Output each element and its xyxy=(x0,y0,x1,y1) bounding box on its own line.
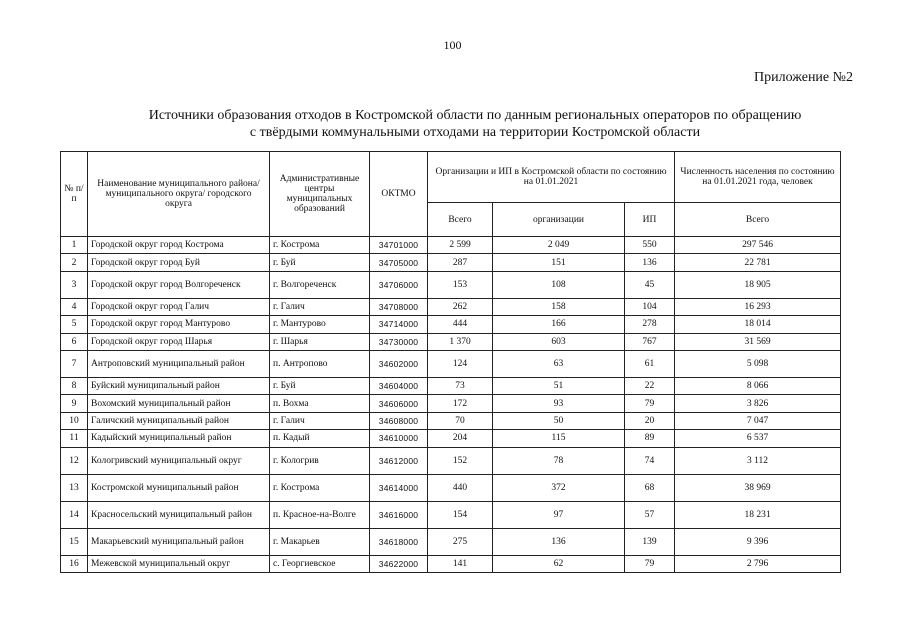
table-row xyxy=(61,501,841,528)
table-row xyxy=(61,298,841,315)
cell-oktmo: 34730000 xyxy=(370,333,428,350)
table-row xyxy=(61,271,841,298)
header-pop-total: Всего xyxy=(675,203,841,237)
cell-organizations: 151 xyxy=(493,254,625,271)
cell-num: 7 xyxy=(61,350,88,377)
cell-population: 8 066 xyxy=(675,377,841,394)
cell-name: Антроповский муниципальный район xyxy=(88,350,270,377)
cell-oktmo: 34616000 xyxy=(370,501,428,528)
cell-ip: 57 xyxy=(625,501,675,528)
cell-ip: 767 xyxy=(625,333,675,350)
cell-population: 3 826 xyxy=(675,395,841,412)
cell-total: 124 xyxy=(428,350,493,377)
cell-ip: 139 xyxy=(625,528,675,555)
cell-oktmo: 34608000 xyxy=(370,412,428,429)
cell-center: г. Галич xyxy=(270,412,370,429)
cell-name: Городской округ город Галич xyxy=(88,298,270,315)
cell-name: Межевской муниципальный округ xyxy=(88,555,270,572)
cell-organizations: 78 xyxy=(493,447,625,474)
cell-organizations: 97 xyxy=(493,501,625,528)
cell-ip: 61 xyxy=(625,350,675,377)
page-number: 100 xyxy=(443,38,462,52)
waste-sources-table xyxy=(60,151,841,573)
cell-population: 2 796 xyxy=(675,555,841,572)
cell-center: п. Вохма xyxy=(270,395,370,412)
cell-organizations: 51 xyxy=(493,377,625,394)
cell-population: 5 098 xyxy=(675,350,841,377)
cell-ip: 104 xyxy=(625,298,675,315)
header-orgs-group: Организации и ИП в Костромской области по состоянию на 01.01.2021 xyxy=(428,152,675,203)
cell-center: г. Мантурово xyxy=(270,316,370,333)
cell-ip: 278 xyxy=(625,316,675,333)
cell-num: 1 xyxy=(61,237,88,254)
cell-oktmo: 34708000 xyxy=(370,298,428,315)
title-line-2: с твёрдыми коммунальными отходами на территории Костромской области xyxy=(249,125,701,140)
table-body xyxy=(61,237,841,573)
table-row xyxy=(61,333,841,350)
cell-population: 18 014 xyxy=(675,316,841,333)
cell-center: п. Кадый xyxy=(270,430,370,447)
cell-ip: 22 xyxy=(625,377,675,394)
cell-oktmo: 34622000 xyxy=(370,555,428,572)
header-organizations: организации xyxy=(493,203,625,237)
cell-name: Городской округ город Буй xyxy=(88,254,270,271)
cell-num: 8 xyxy=(61,377,88,394)
cell-total: 70 xyxy=(428,412,493,429)
table-row xyxy=(61,316,841,333)
cell-num: 16 xyxy=(61,555,88,572)
cell-oktmo: 34604000 xyxy=(370,377,428,394)
cell-center: с. Георгиевское xyxy=(270,555,370,572)
cell-num: 4 xyxy=(61,298,88,315)
cell-num: 15 xyxy=(61,528,88,555)
cell-total: 153 xyxy=(428,271,493,298)
cell-oktmo: 34610000 xyxy=(370,430,428,447)
cell-num: 11 xyxy=(61,430,88,447)
cell-name: Городской округ город Шарья xyxy=(88,333,270,350)
table-row xyxy=(61,350,841,377)
document-title xyxy=(60,107,890,141)
cell-population: 18 905 xyxy=(675,271,841,298)
cell-total: 262 xyxy=(428,298,493,315)
cell-num: 14 xyxy=(61,501,88,528)
cell-name: Кологривский муниципальный округ xyxy=(88,447,270,474)
table-row xyxy=(61,555,841,572)
cell-population: 6 537 xyxy=(675,430,841,447)
cell-oktmo: 34612000 xyxy=(370,447,428,474)
cell-center: г. Волгореченск xyxy=(270,271,370,298)
cell-name: Вохомский муниципальный район xyxy=(88,395,270,412)
cell-center: г. Кострома xyxy=(270,237,370,254)
cell-ip: 74 xyxy=(625,447,675,474)
cell-name: Красносельский муниципальный район xyxy=(88,501,270,528)
table-row xyxy=(61,430,841,447)
title-line-1: Источники образования отходов в Костромской области по данным региональных операторов по обращению xyxy=(148,108,802,123)
cell-center: п. Красное-на-Волге xyxy=(270,501,370,528)
cell-population: 22 781 xyxy=(675,254,841,271)
cell-name: Галичский муниципальный район xyxy=(88,412,270,429)
cell-organizations: 63 xyxy=(493,350,625,377)
cell-num: 5 xyxy=(61,316,88,333)
cell-organizations: 115 xyxy=(493,430,625,447)
cell-name: Костромской муниципальный район xyxy=(88,474,270,501)
cell-oktmo: 34602000 xyxy=(370,350,428,377)
cell-ip: 20 xyxy=(625,412,675,429)
table-row xyxy=(61,412,841,429)
cell-ip: 89 xyxy=(625,430,675,447)
cell-ip: 136 xyxy=(625,254,675,271)
cell-population: 38 969 xyxy=(675,474,841,501)
cell-organizations: 108 xyxy=(493,271,625,298)
cell-name: Макарьевский муниципальный район xyxy=(88,528,270,555)
header-num: № п/п xyxy=(61,152,88,237)
cell-center: г. Галич xyxy=(270,298,370,315)
appendix-label: Приложение №2 xyxy=(754,70,853,85)
header-oktmo: ОКТМО xyxy=(370,152,428,237)
cell-name: Городской округ город Кострома xyxy=(88,237,270,254)
cell-total: 152 xyxy=(428,447,493,474)
cell-population: 9 396 xyxy=(675,528,841,555)
cell-organizations: 50 xyxy=(493,412,625,429)
cell-center: г. Кострома xyxy=(270,474,370,501)
cell-organizations: 62 xyxy=(493,555,625,572)
cell-population: 297 546 xyxy=(675,237,841,254)
cell-total: 73 xyxy=(428,377,493,394)
header-ip: ИП xyxy=(625,203,675,237)
cell-name: Городской округ город Мантурово xyxy=(88,316,270,333)
cell-num: 13 xyxy=(61,474,88,501)
cell-name: Буйский муниципальный район xyxy=(88,377,270,394)
cell-organizations: 603 xyxy=(493,333,625,350)
cell-ip: 45 xyxy=(625,271,675,298)
cell-name: Кадыйский муниципальный район xyxy=(88,430,270,447)
cell-ip: 79 xyxy=(625,555,675,572)
cell-num: 12 xyxy=(61,447,88,474)
cell-organizations: 93 xyxy=(493,395,625,412)
table-row xyxy=(61,237,841,254)
cell-total: 1 370 xyxy=(428,333,493,350)
cell-num: 2 xyxy=(61,254,88,271)
header-centers: Административные центры муниципальных образований xyxy=(270,152,370,237)
cell-oktmo: 34618000 xyxy=(370,528,428,555)
header-total: Всего xyxy=(428,203,493,237)
cell-total: 141 xyxy=(428,555,493,572)
cell-oktmo: 34714000 xyxy=(370,316,428,333)
cell-population: 7 047 xyxy=(675,412,841,429)
cell-center: г. Буй xyxy=(270,377,370,394)
cell-ip: 68 xyxy=(625,474,675,501)
table-row xyxy=(61,395,841,412)
cell-organizations: 166 xyxy=(493,316,625,333)
cell-num: 10 xyxy=(61,412,88,429)
header-population-group: Численность населения по состоянию на 01.01.2021 года, человек xyxy=(675,152,841,203)
cell-organizations: 136 xyxy=(493,528,625,555)
cell-ip: 550 xyxy=(625,237,675,254)
cell-name: Городской округ город Волгореченск xyxy=(88,271,270,298)
cell-center: г. Макарьев xyxy=(270,528,370,555)
cell-num: 6 xyxy=(61,333,88,350)
cell-total: 2 599 xyxy=(428,237,493,254)
cell-total: 204 xyxy=(428,430,493,447)
table-row xyxy=(61,377,841,394)
cell-ip: 79 xyxy=(625,395,675,412)
cell-total: 287 xyxy=(428,254,493,271)
table-row xyxy=(61,254,841,271)
cell-population: 31 569 xyxy=(675,333,841,350)
cell-oktmo: 34701000 xyxy=(370,237,428,254)
cell-oktmo: 34705000 xyxy=(370,254,428,271)
cell-center: п. Антропово xyxy=(270,350,370,377)
cell-total: 275 xyxy=(428,528,493,555)
cell-oktmo: 34606000 xyxy=(370,395,428,412)
table-row xyxy=(61,474,841,501)
cell-num: 3 xyxy=(61,271,88,298)
cell-organizations: 158 xyxy=(493,298,625,315)
cell-center: г. Буй xyxy=(270,254,370,271)
cell-population: 3 112 xyxy=(675,447,841,474)
cell-total: 154 xyxy=(428,501,493,528)
table-row xyxy=(61,528,841,555)
cell-organizations: 2 049 xyxy=(493,237,625,254)
cell-total: 172 xyxy=(428,395,493,412)
cell-num: 9 xyxy=(61,395,88,412)
cell-population: 16 293 xyxy=(675,298,841,315)
cell-oktmo: 34614000 xyxy=(370,474,428,501)
cell-total: 444 xyxy=(428,316,493,333)
cell-organizations: 372 xyxy=(493,474,625,501)
cell-oktmo: 34706000 xyxy=(370,271,428,298)
cell-center: г. Шарья xyxy=(270,333,370,350)
table-row xyxy=(61,447,841,474)
cell-total: 440 xyxy=(428,474,493,501)
header-name: Наименование муниципального района/ муниципального округа/ городского округа xyxy=(88,152,270,237)
cell-center: г. Кологрив xyxy=(270,447,370,474)
cell-population: 18 231 xyxy=(675,501,841,528)
